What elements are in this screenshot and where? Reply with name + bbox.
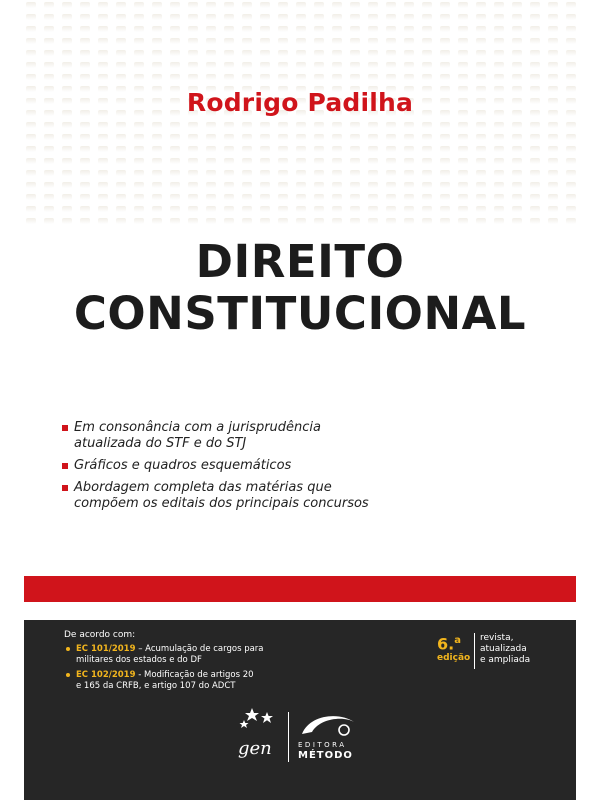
book-title-line-2: CONSTITUCIONAL [73, 287, 527, 340]
red-square-bullet-icon [62, 463, 68, 469]
book-title-line-1: DIREITO [195, 235, 405, 288]
editora-label: EDITORA [298, 741, 347, 749]
red-square-bullet-icon [62, 485, 68, 491]
edition-notes: revista, atualizada e ampliada [480, 633, 531, 665]
book-title [0, 236, 600, 340]
amendment-item: EC 102/2019 - Modificação de artigos 20 e 165 da CRFB, e artigo 107 do ADCT [66, 670, 286, 692]
feature-item: Abordagem completa das matérias que compõem os editais dos principais concursos [62, 480, 502, 512]
feature-item: Em consonância com a jurisprudência atualizada do STF e do STJ [62, 420, 502, 452]
gold-dot-bullet-icon [66, 673, 70, 677]
author-name: Rodrigo Padilha [186, 88, 414, 117]
gold-dot-bullet-icon [66, 647, 70, 651]
acordo-title: De acordo com: [64, 630, 136, 640]
edition-divider [474, 633, 475, 669]
publisher-divider [288, 712, 289, 762]
edition-label: edição [437, 653, 471, 664]
red-stripe [24, 576, 576, 602]
metodo-label: MÉTODO [298, 750, 353, 761]
feature-item: Gráficos e quadros esquemáticos [62, 458, 502, 474]
gen-logo-text: gen [238, 738, 272, 759]
red-square-bullet-icon [62, 425, 68, 431]
feature-list [62, 420, 502, 518]
amendment-list [66, 644, 286, 696]
edition-badge: 6.$^a$ edição [437, 632, 473, 663]
amendment-item: EC 101/2019 – Acumulação de cargos para militares dos estados e do DF [66, 644, 286, 666]
